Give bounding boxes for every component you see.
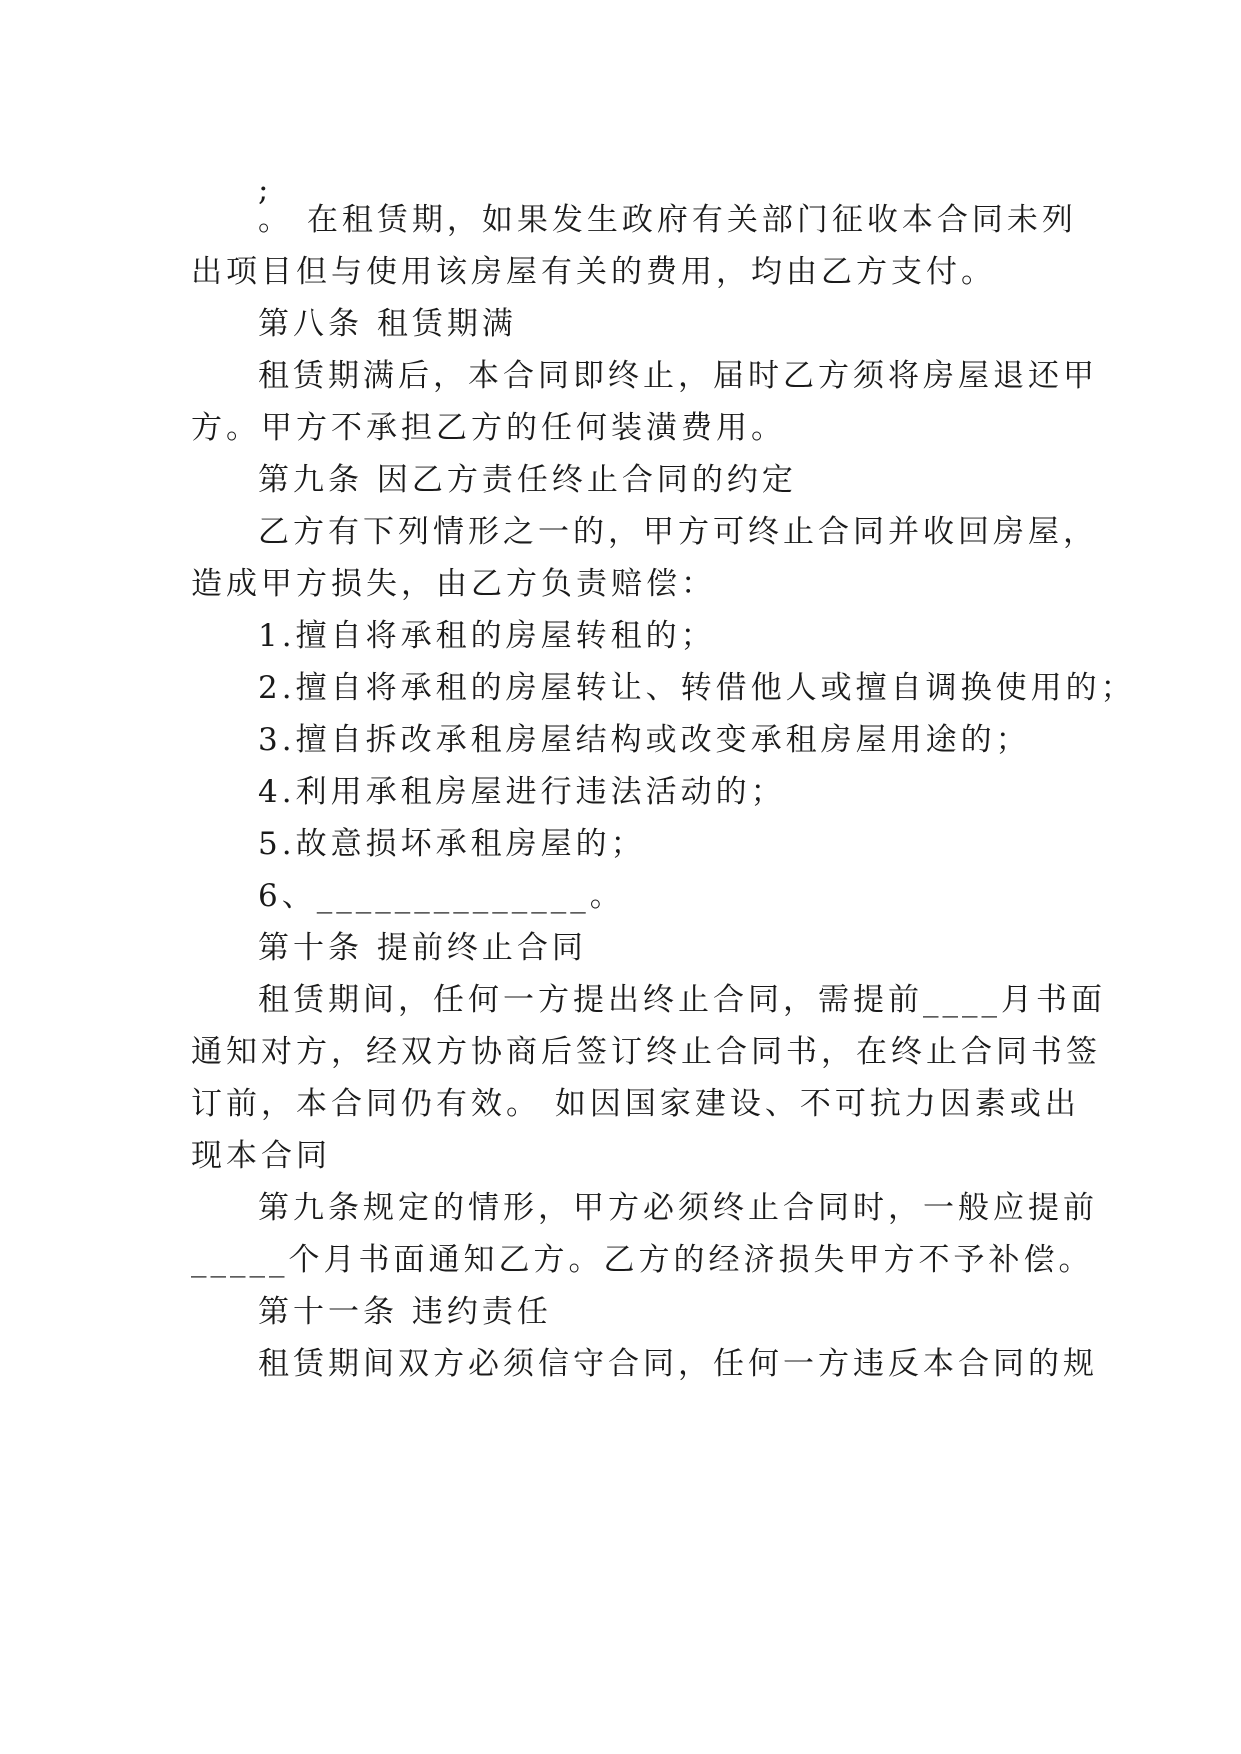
list-item: 3.擅自拆改承租房屋结构或改变承租房屋用途的； — [258, 722, 1031, 758]
text-line: 乙方有下列情形之一的，甲方可终止合同并收回房屋， — [258, 514, 1098, 550]
section-heading: 第八条 租赁期满 — [258, 306, 517, 342]
text-line: 租赁期间双方必须信守合同，任何一方违反本合同的规 — [258, 1346, 1098, 1382]
text-line: 方。甲方不承担乙方的任何装潢费用。 — [191, 410, 786, 446]
text-line: 租赁期满后，本合同即终止，届时乙方须将房屋退还甲 — [258, 358, 1098, 394]
list-item: 5.故意损坏承租房屋的； — [258, 826, 646, 862]
section-heading: 第十一条 违约责任 — [258, 1294, 552, 1330]
text-line: 通知对方，经双方协商后签订终止合同书，在终止合同书签 — [191, 1034, 1101, 1070]
text-line: ; — [258, 172, 273, 208]
text-line: 出项目但与使用该房屋有关的费用，均由乙方支付。 — [191, 254, 996, 290]
list-item: 1.擅自将承租的房屋转租的； — [258, 618, 716, 654]
list-item: 4.利用承租房屋进行违法活动的； — [258, 774, 786, 810]
text-line: 。 在租赁期，如果发生政府有关部门征收本合同未列 — [258, 202, 1077, 238]
list-item: 2.擅自将承租的房屋转让、转借他人或擅自调换使用的； — [258, 670, 1136, 706]
list-item: 6、______________。 — [258, 878, 625, 914]
text-line: 第九条规定的情形，甲方必须终止合同时，一般应提前 — [258, 1190, 1098, 1226]
text-line: 订前，本合同仍有效。 如因国家建设、不可抗力因素或出 — [191, 1086, 1080, 1122]
section-heading: 第九条 因乙方责任终止合同的约定 — [258, 462, 797, 498]
text-line: 现本合同 — [191, 1138, 331, 1174]
text-line: 租赁期间，任何一方提出终止合同，需提前____月书面 — [258, 982, 1106, 1018]
text-line: _____个月书面通知乙方。乙方的经济损失甲方不予补偿。 — [191, 1242, 1094, 1278]
section-heading: 第十条 提前终止合同 — [258, 930, 587, 966]
text-line: 造成甲方损失，由乙方负责赔偿： — [191, 566, 716, 602]
